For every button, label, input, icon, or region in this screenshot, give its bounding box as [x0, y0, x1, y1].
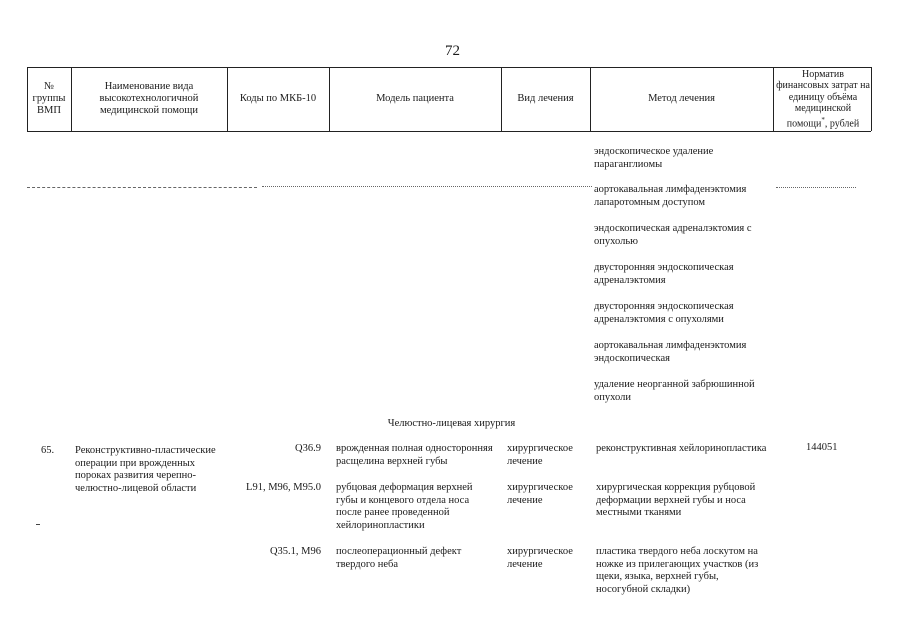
group-name: Реконструктивно-пластические операции при врожденных пороках развития черепно-челюстно-лицевой области — [75, 445, 216, 494]
col-divider — [773, 67, 774, 131]
icd-codes: L91, M96, M95.0 — [246, 482, 321, 493]
header-group-no: № группы ВМП — [32, 81, 66, 116]
col-divider — [871, 67, 872, 131]
section-title: Челюстно-лицевая хирургия — [387, 418, 516, 429]
icd-codes: Q36.9 — [295, 443, 321, 454]
method-item: двусторонняя эндоскопическая адреналэктомия — [594, 262, 734, 286]
page-number: 72 — [445, 43, 460, 59]
scan-artifact-line — [262, 186, 592, 187]
method-item: эндоскопическое удаление параганглиомы — [594, 146, 714, 170]
group-norm-value: 144051 — [806, 442, 838, 453]
treatment-type: хирургическое лечение — [507, 546, 573, 570]
header-norm-text: Норматив финансовых затрат на единицу объёма медицинской помощи — [776, 68, 870, 129]
method-item: аортокавальная лимфаденэктомия лапаротомным доступом — [594, 184, 747, 208]
col-divider — [71, 67, 72, 131]
patient-model: врожденная полная односторонняя расщелина верхней губы — [336, 443, 493, 467]
icd-codes: Q35.1, M96 — [269, 546, 321, 557]
patient-model: рубцовая деформация верхней губы и концевого отдела носа после ранее проведенной хейлоринопластики — [336, 482, 473, 531]
method-item: двусторонняя эндоскопическая адреналэктомия с опухолями — [594, 301, 734, 325]
scan-artifact-line — [776, 187, 856, 188]
method-item: аортокавальная лимфаденэктомия эндоскопическая — [594, 340, 747, 364]
method-item: удаление неорганной забрюшинной опухоли — [594, 379, 755, 403]
header-norm-mark: * — [821, 115, 825, 124]
scan-mark — [36, 524, 40, 525]
method-item: эндоскопическая адреналэктомия с опухолью — [594, 223, 752, 247]
header-norm-unit: , рублей — [824, 117, 860, 129]
treatment-method: пластика твердого неба лоскутом на ножке из прилегающих участков (из щеки, языка, верхней губы, носогубной складки) — [596, 546, 759, 595]
treatment-type: хирургическое лечение — [507, 443, 573, 467]
treatment-method: реконструктивная хейлоринопластика — [596, 443, 767, 454]
header-norm — [775, 68, 871, 130]
scan-artifact-line — [27, 187, 257, 188]
patient-model: послеоперационный дефект твердого неба — [336, 546, 462, 570]
group-number: 65. — [41, 445, 55, 456]
treatment-method: хирургическая коррекция рубцовой деформации верхней губы и носа местными тканями — [596, 482, 756, 518]
header-treatment-method: Метод лечения — [648, 93, 715, 104]
treatment-type: хирургическое лечение — [507, 482, 573, 506]
header-patient-model: Модель пациента — [376, 93, 454, 104]
header-bottom-border — [27, 131, 871, 132]
header-icd-codes: Коды по МКБ-10 — [239, 93, 317, 104]
header-name: Наименование вида высокотехнологичной медицинской помощи — [99, 81, 199, 116]
header-treatment-type: Вид лечения — [517, 93, 574, 104]
